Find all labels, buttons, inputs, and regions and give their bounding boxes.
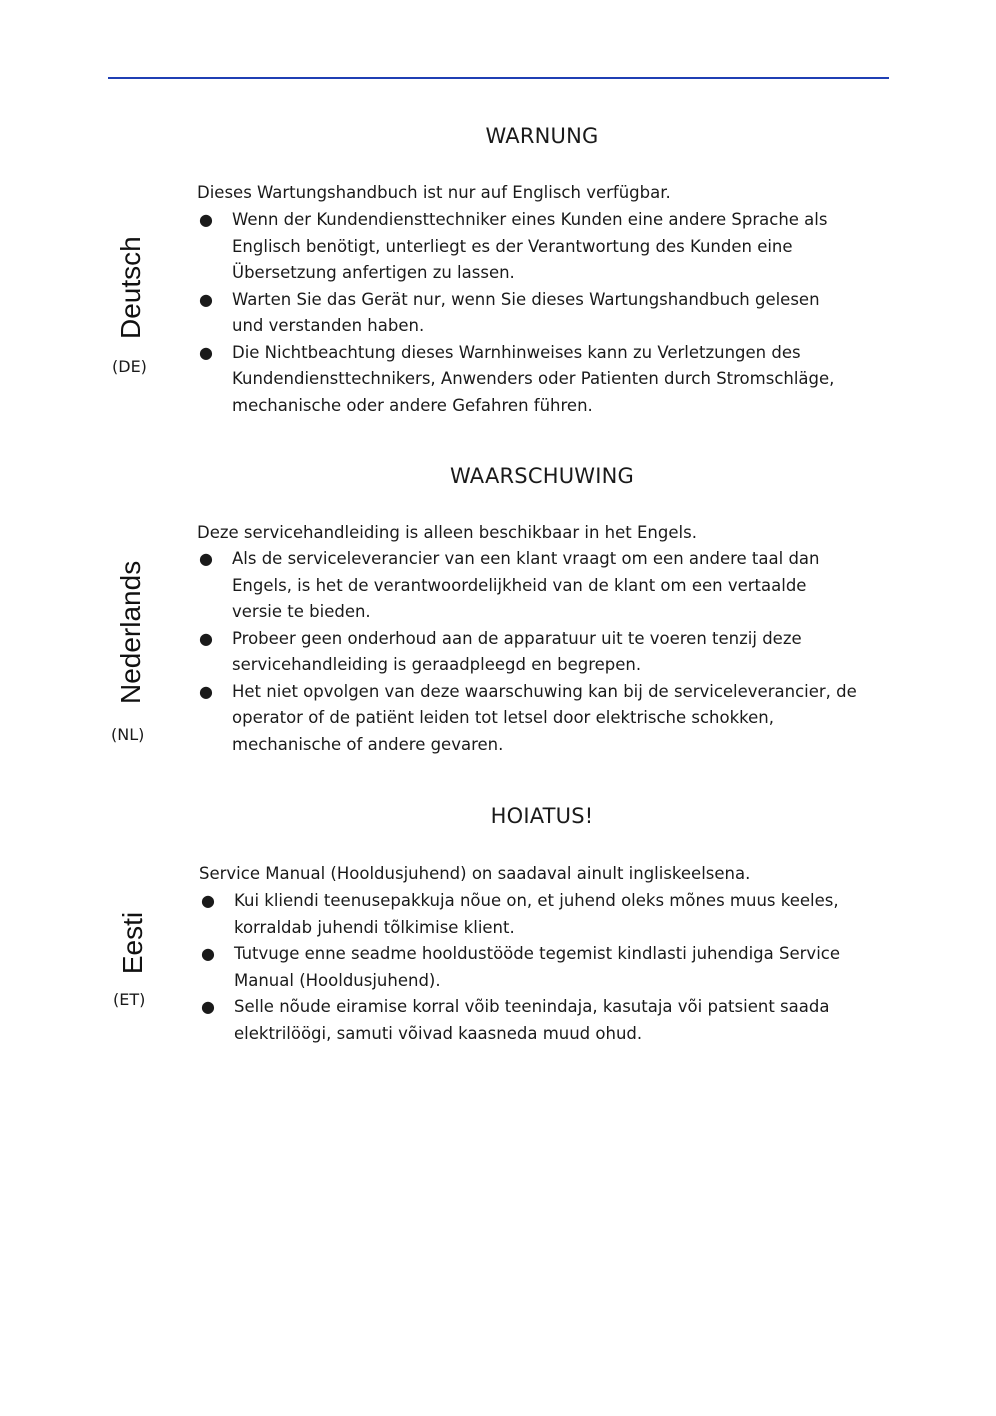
language-name-nl: Nederlands — [115, 560, 146, 704]
bullet-icon: ● — [199, 681, 213, 701]
language-code-et: (ET) — [113, 990, 146, 1009]
bullet-icon: ● — [199, 289, 213, 309]
bullet-text: Probeer geen onderhoud aan de apparatuur uit te voeren tenzij deze servicehandleiding is geraadpleegd en begrepen. — [232, 628, 802, 674]
bullet-icon: ● — [199, 210, 213, 229]
section-intro-et: Service Manual (Hooldusjuhend) on saadaval ainult ingliskeelsena. — [199, 864, 751, 883]
bullet-icon: ● — [201, 891, 215, 910]
bullet-list-et — [199, 888, 899, 1047]
bullet-icon: ● — [199, 628, 213, 648]
list-item — [199, 941, 899, 994]
bullet-text: Kui kliendi teenusepakkuja nõue on, et juhend oleks mõnes muus keeles, korraldab juhendi tõlkimise klient. — [234, 891, 839, 937]
bullet-text: Warten Sie das Gerät nur, wenn Sie dieses Wartungshandbuch gelesen und verstanden haben. — [232, 289, 820, 335]
list-item — [197, 287, 897, 340]
language-name-de: Deutsch — [115, 236, 146, 339]
list-item — [197, 340, 897, 420]
section-heading-nl: WAARSCHUWING — [449, 464, 635, 488]
list-item — [199, 888, 899, 941]
bullet-list-nl — [197, 546, 897, 758]
bullet-text: Wenn der Kundendiensttechniker eines Kunden eine andere Sprache als Englisch benötigt, unterliegt es der Verantwortung des Kunden eine Übersetzung anfertigen zu lassen. — [232, 210, 828, 282]
language-name-et: Eesti — [117, 911, 148, 975]
section-heading-et: HOIATUS! — [490, 804, 594, 828]
list-item — [197, 546, 897, 626]
list-item — [197, 679, 897, 759]
section-heading-de: WARNUNG — [485, 124, 599, 148]
bullet-icon: ● — [199, 549, 213, 568]
bullet-list-de — [197, 207, 897, 419]
language-code-nl: (NL) — [111, 725, 145, 744]
bullet-icon: ● — [201, 997, 215, 1016]
list-item — [197, 207, 897, 287]
header-rule — [108, 77, 889, 79]
bullet-text: Als de serviceleverancier van een klant vraagt om een andere taal dan Engels, is het de verantwoordelijkheid van de klant om een vertaalde versie te bieden. — [232, 549, 820, 621]
bullet-text: Tutvuge enne seadme hooldustööde tegemist kindlasti juhendiga Service Manual (Hooldusjuhend). — [234, 944, 840, 990]
section-intro-nl: Deze servicehandleiding is alleen beschikbaar in het Engels. — [197, 523, 697, 542]
section-intro-de: Dieses Wartungshandbuch ist nur auf Englisch verfügbar. — [197, 183, 671, 202]
bullet-text: Die Nichtbeachtung dieses Warnhinweises kann zu Verletzungen des Kundendiensttechnikers, Anwenders oder Patienten durch Stromschläge, mechanische oder andere Gefahren führen. — [232, 342, 835, 415]
language-code-de: (DE) — [112, 357, 147, 376]
bullet-icon: ● — [199, 342, 213, 362]
bullet-text: Selle nõude eiramise korral võib teenindaja, kasutaja või patsient saada elektrilöögi, samuti võivad kaasneda muud ohud. — [234, 997, 830, 1043]
bullet-icon: ● — [201, 944, 215, 963]
bullet-text: Het niet opvolgen van deze waarschuwing kan bij de serviceleverancier, de operator of de patiënt leiden tot letsel door elektrische schokken, mechanische of andere gevaren. — [232, 681, 857, 754]
list-item — [197, 626, 897, 679]
list-item — [199, 994, 899, 1047]
